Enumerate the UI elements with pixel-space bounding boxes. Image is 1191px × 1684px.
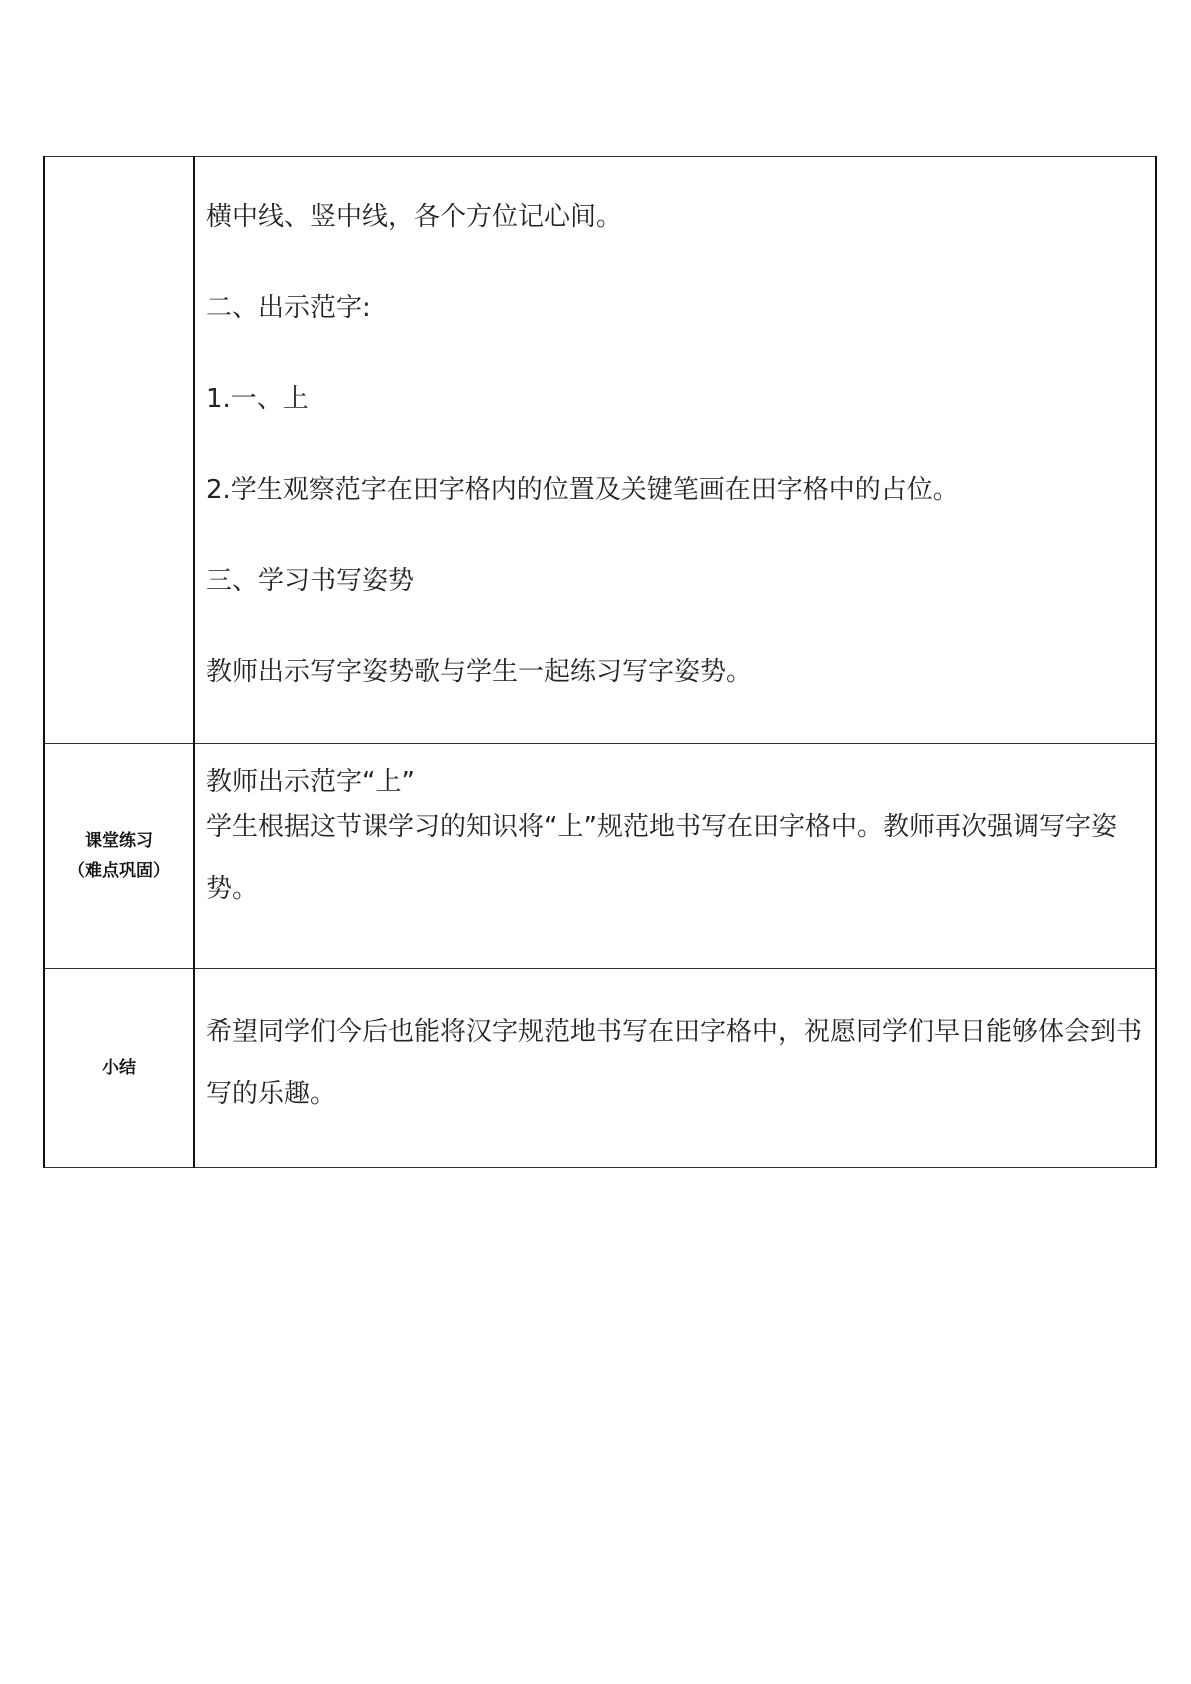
table-row-process <box>44 157 1156 744</box>
content-line: 三、学习书写姿势 <box>206 566 415 596</box>
lesson-plan-table <box>43 156 1157 1168</box>
summary-content-cell: 希望同学们今后也能将汉字规范地书写在田字格中，祝愿同学们早日能够体会到书写的乐趣。 <box>194 969 1156 1168</box>
row-label-practice <box>44 744 194 969</box>
content-line: 横中线、竖中线，各个方位记心间。 <box>206 202 623 232</box>
row-label-empty <box>44 157 194 744</box>
process-content-cell <box>194 157 1156 744</box>
row-label-practice-line2: （难点巩固） <box>68 861 170 881</box>
row-label-practice-line1: 课堂练习 <box>85 831 153 851</box>
practice-content-cell <box>194 744 1156 969</box>
row-label-summary: 小结 <box>44 969 194 1168</box>
content-line: 教师出示写字姿势歌与学生一起练习写字姿势。 <box>206 657 753 687</box>
practice-line-1: 教师出示范字“上” <box>206 767 415 797</box>
table-row-practice <box>44 744 1156 969</box>
content-line: 二、出示范字: <box>206 293 371 323</box>
table-row-summary <box>44 969 1156 1168</box>
content-line: 1.一、上 <box>206 384 309 414</box>
practice-line-2: 学生根据这节课学习的知识将“上”规范地书写在田字格中。教师再次强调写字姿势。 <box>206 812 1117 904</box>
content-line: 2.学生观察范字在田字格内的位置及关键笔画在田字格中的占位。 <box>206 475 959 505</box>
